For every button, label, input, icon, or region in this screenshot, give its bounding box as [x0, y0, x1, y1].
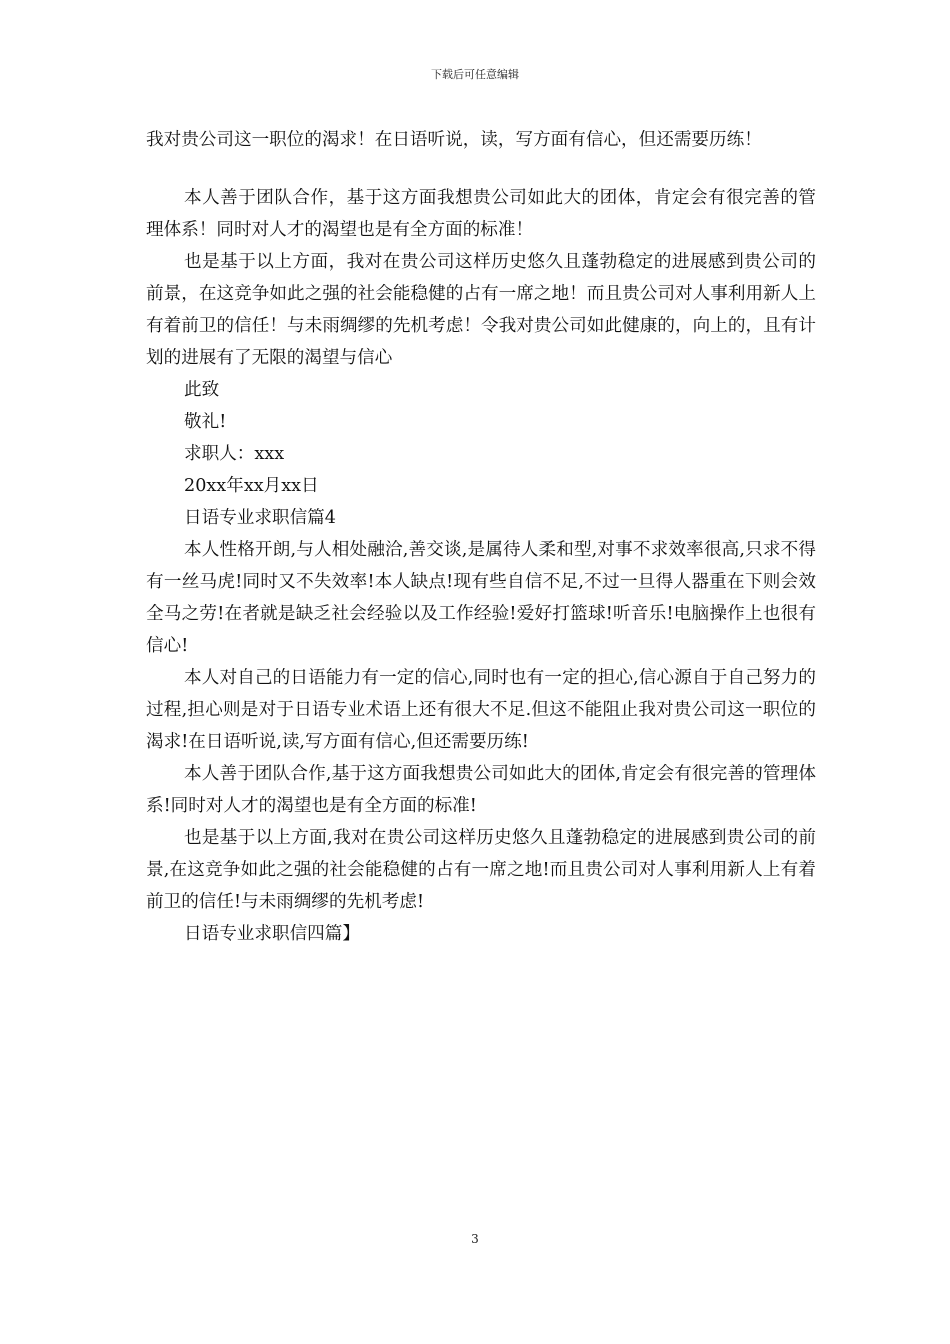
paragraph-japanese-ability: 本人对自己的日语能力有一定的信心,同时也有一定的担心,信心源自于自己努力的过程,担心则是对于日语专业术语上还有很大不足.但这不能阻止我对贵公司这一职位的渴求!在日语听说,读,写方面有信心,但还需要历练!: [146, 668, 816, 752]
letter-date: 20xx年xx月xx日: [184, 476, 319, 496]
section-title-four-letters: 日语专业求职信四篇】: [184, 924, 360, 944]
page-header: 下载后可任意编辑: [431, 68, 519, 81]
applicant-name: 求职人：xxx: [184, 444, 285, 464]
paragraph-teamwork: 本人善于团队合作，基于这方面我想贵公司如此大的团体，肯定会有很完善的管理体系！同时对人才的渴望也是有全方面的标准！: [146, 188, 816, 240]
page-number: 3: [471, 1232, 479, 1246]
paragraph-continuation: 我对贵公司这一职位的渴求！在日语听说，读，写方面有信心，但还需要历练！: [146, 130, 762, 150]
document-body: [146, 124, 816, 950]
closing-salutation: 此致: [184, 380, 220, 400]
paragraph-personality: 本人性格开朗,与人相处融洽,善交谈,是属待人柔和型,对事不求效率很高,只求不得有一丝马虎!同时又不失效率!本人缺点!现有些自信不足,不过一旦得人器重在下则会效全马之劳!在者就是缺乏社会经验以及工作经验!爱好打篮球!听音乐!电脑操作上也很有信心!: [146, 540, 816, 656]
paragraph-teamwork-2: 本人善于团队合作,基于这方面我想贵公司如此大的团体,肯定会有很完善的管理体系!同时对人才的渴望也是有全方面的标准!: [146, 764, 816, 816]
paragraph-gap: [146, 156, 816, 182]
paragraph-prospects: 也是基于以上方面，我对在贵公司这样历史悠久且蓬勃稳定的进展感到贵公司的前景，在这竞争如此之强的社会能稳健的占有一席之地！而且贵公司对人事利用新人上有着前卫的信任！与未雨绸缪的先机考虑！令我对贵公司如此健康的，向上的，且有计划的进展有了无限的渴望与信心: [146, 252, 816, 368]
paragraph-prospects-2: 也是基于以上方面,我对在贵公司这样历史悠久且蓬勃稳定的进展感到贵公司的前景,在这竞争如此之强的社会能稳健的占有一席之地!而且贵公司对人事利用新人上有着前卫的信任!与未雨绸缪的先机考虑!: [146, 828, 816, 912]
closing-regards: 敬礼!: [184, 412, 227, 432]
section-title-4: 日语专业求职信篇4: [184, 508, 336, 528]
